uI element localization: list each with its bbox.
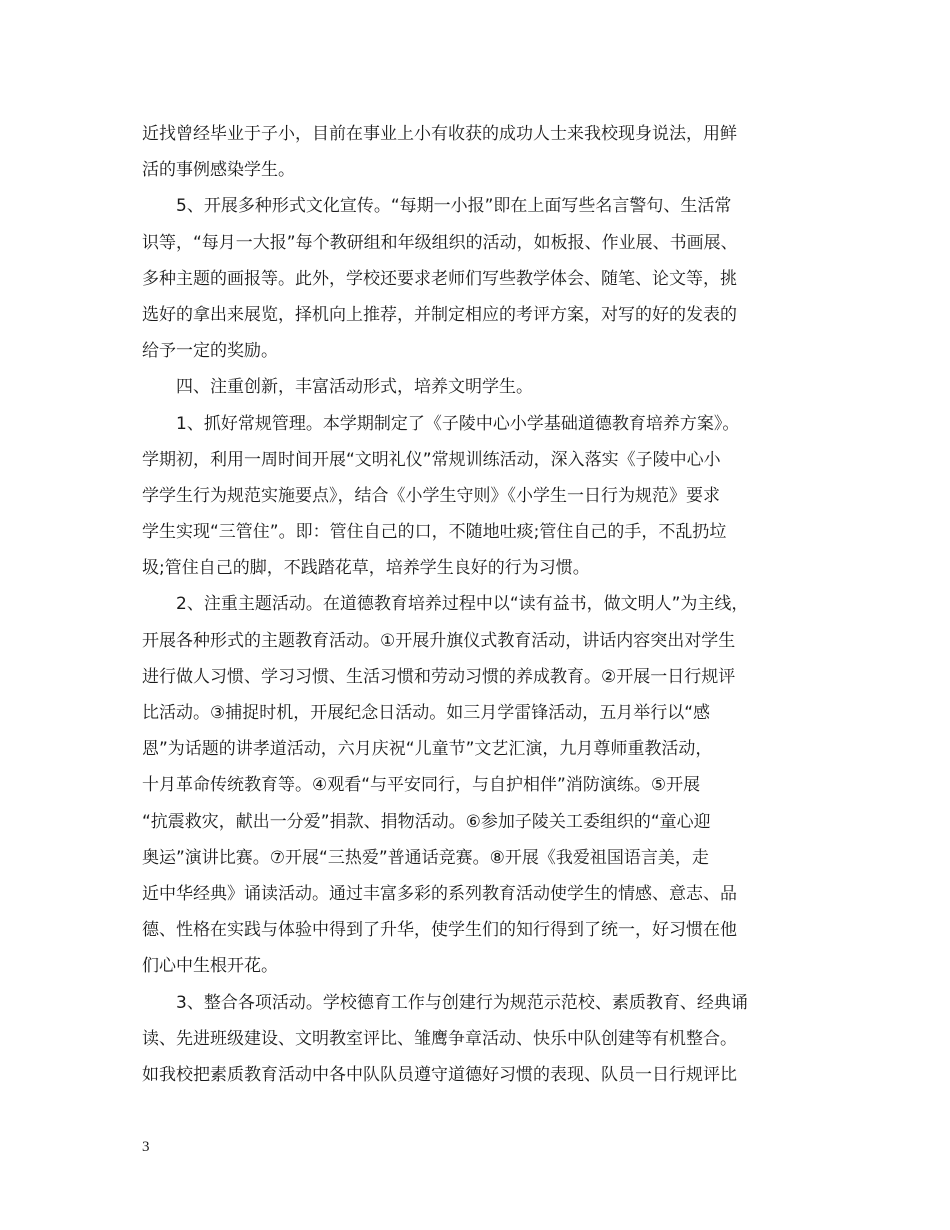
text-line: 活的事例感染学生。: [142, 160, 295, 181]
text-line: 学生实现“三管住”。即：管住自己的口，不随地吐痰;管住自己的手，不乱扔垃: [142, 522, 727, 543]
text-line: 十月革命传统教育等。④观看“与平安同行，与自护相伴”消防演练。⑤开展: [142, 775, 701, 796]
body-text: [142, 116, 814, 1093]
text-line: 学学生行为规范实施要点》，结合《小学生守则》《小学生一日行为规范》要求: [142, 485, 720, 506]
text-line: 3、整合各项活动。学校德育工作与创建行为规范示范校、素质教育、经典诵: [142, 992, 748, 1013]
text-line: 近中华经典》诵读活动。通过丰富多彩的系列教育活动使学生的情感、意志、品: [142, 883, 737, 904]
text-line: 恩”为话题的讲孝道活动，六月庆祝“儿童节”文艺汇演，九月尊师重教活动，: [142, 739, 713, 760]
text-line: 学期初，利用一周时间开展“文明礼仪”常规训练活动，深入落实《子陵中心小: [142, 449, 721, 470]
text-line: “抗震救灾，献出一分爱”捐款、捐物活动。⑥参加子陵关工委组织的“童心迎: [142, 811, 711, 832]
text-line: 给予一定的奖励。: [142, 341, 278, 362]
text-line: 5、开展多种形式文化宣传。“每期一小报”即在上面写些名言警句、生活常: [142, 196, 732, 217]
text-line: 奥运”演讲比赛。⑦开展“三热爱”普通话竞赛。⑧开展《我爱祖国语言美，走: [142, 847, 709, 868]
text-line: 近找曾经毕业于子小，目前在事业上小有收获的成功人士来我校现身说法，用鲜: [142, 124, 737, 144]
text-line: 识等，“每月一大报”每个教研组和年级组织的活动，如板报、作业展、书画展、: [142, 232, 738, 253]
text-line: 圾;管住自己的脚，不践踏花草，培养学生良好的行为习惯。: [142, 558, 590, 579]
section-heading: 四、注重创新，丰富活动形式，培养文明学生。: [142, 377, 533, 398]
page-number: 3: [142, 1139, 150, 1155]
text-line: 1、抓好常规管理。本学期制定了《子陵中心小学基础道德教育培养方案》。: [142, 413, 740, 434]
text-line: 比活动。③捕捉时机，开展纪念日活动。如三月学雷锋活动，五月举行以“感: [142, 703, 711, 723]
text-line: 读、先进班级建设、文明教室评比、雏鹰争章活动、快乐中队创建等有机整合。: [142, 1028, 737, 1049]
text-line: 如我校把素质教育活动中各中队队员遵守道德好习惯的表现、队员一日行规评比: [142, 1064, 737, 1085]
text-line: 进行做人习惯、学习习惯、生活习惯和劳动习惯的养成教育。②开展一日行规评: [142, 666, 736, 687]
text-line: 选好的拿出来展览，择机向上推荐，并制定相应的考评方案，对写的好的发表的: [142, 304, 737, 325]
text-line: 德、性格在实践与体验中得到了升华，使学生们的知行得到了统一，好习惯在他: [142, 920, 737, 941]
text-line: 多种主题的画报等。此外，学校还要求老师们写些教学体会、随笔、论文等，挑: [142, 268, 737, 289]
text-line: 们心中生根开花。: [142, 956, 278, 977]
text-line: 2、注重主题活动。在道德教育培养过程中以“读有益书，做文明人”为主线，: [142, 594, 749, 615]
text-line: 开展各种形式的主题教育活动。①开展升旗仪式教育活动，讲话内容突出对学生: [142, 630, 736, 651]
